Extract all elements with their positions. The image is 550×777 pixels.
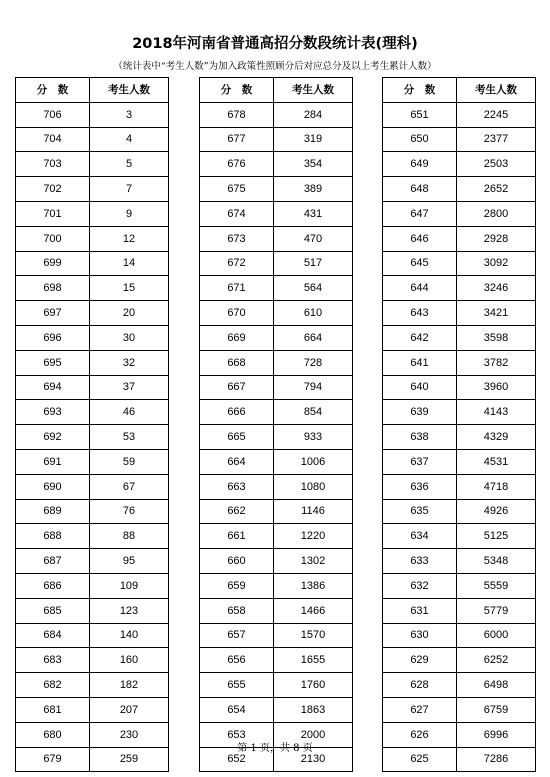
score-cell: 677 bbox=[200, 127, 274, 152]
score-cell: 691 bbox=[16, 449, 90, 474]
count-cell: 3421 bbox=[457, 301, 536, 326]
count-cell: 2800 bbox=[457, 201, 536, 226]
table-row bbox=[200, 177, 353, 202]
count-cell: 2928 bbox=[457, 226, 536, 251]
table-row bbox=[16, 350, 169, 375]
count-cell: 389 bbox=[274, 177, 353, 202]
count-cell: 6000 bbox=[457, 623, 536, 648]
count-cell: 4329 bbox=[457, 425, 536, 450]
count-cell: 1386 bbox=[274, 573, 353, 598]
score-cell: 658 bbox=[200, 598, 274, 623]
table-row bbox=[16, 251, 169, 276]
table-row bbox=[16, 499, 169, 524]
score-cell: 634 bbox=[383, 524, 457, 549]
table-row bbox=[383, 499, 536, 524]
score-cell: 668 bbox=[200, 350, 274, 375]
score-cell: 637 bbox=[383, 449, 457, 474]
table-row bbox=[16, 549, 169, 574]
count-cell: 5125 bbox=[457, 524, 536, 549]
count-cell: 4926 bbox=[457, 499, 536, 524]
score-cell: 702 bbox=[16, 177, 90, 202]
score-cell: 653 bbox=[200, 722, 274, 747]
count-cell: 37 bbox=[90, 375, 169, 400]
score-cell: 675 bbox=[200, 177, 274, 202]
table-row bbox=[200, 301, 353, 326]
count-cell: 1466 bbox=[274, 598, 353, 623]
score-cell: 678 bbox=[200, 102, 274, 127]
table-row bbox=[16, 697, 169, 722]
table-header-row bbox=[200, 78, 353, 103]
score-cell: 659 bbox=[200, 573, 274, 598]
table-row bbox=[16, 673, 169, 698]
score-cell: 682 bbox=[16, 673, 90, 698]
table-row bbox=[383, 449, 536, 474]
count-cell: 123 bbox=[90, 598, 169, 623]
count-cell: 1146 bbox=[274, 499, 353, 524]
score-cell: 700 bbox=[16, 226, 90, 251]
count-cell: 319 bbox=[274, 127, 353, 152]
score-cell: 640 bbox=[383, 375, 457, 400]
count-cell: 3598 bbox=[457, 325, 536, 350]
count-cell: 182 bbox=[90, 673, 169, 698]
page-title: 2018年河南省普通高招分数段统计表(理科) bbox=[132, 36, 418, 52]
score-cell: 672 bbox=[200, 251, 274, 276]
count-cell: 20 bbox=[90, 301, 169, 326]
count-cell: 4143 bbox=[457, 400, 536, 425]
score-cell: 662 bbox=[200, 499, 274, 524]
table-row bbox=[383, 623, 536, 648]
score-cell: 688 bbox=[16, 524, 90, 549]
count-cell: 88 bbox=[90, 524, 169, 549]
count-cell: 76 bbox=[90, 499, 169, 524]
score-table-column-1 bbox=[15, 77, 169, 772]
score-cell: 652 bbox=[200, 747, 274, 772]
count-cell: 2130 bbox=[274, 747, 353, 772]
count-cell: 284 bbox=[274, 102, 353, 127]
score-cell: 627 bbox=[383, 697, 457, 722]
table-row bbox=[383, 350, 536, 375]
score-cell: 695 bbox=[16, 350, 90, 375]
count-cell: 9 bbox=[90, 201, 169, 226]
score-cell: 654 bbox=[200, 697, 274, 722]
score-cell: 629 bbox=[383, 648, 457, 673]
score-cell: 694 bbox=[16, 375, 90, 400]
table-row bbox=[200, 152, 353, 177]
score-cell: 661 bbox=[200, 524, 274, 549]
table-header-row bbox=[16, 78, 169, 103]
table-row bbox=[16, 201, 169, 226]
score-cell: 696 bbox=[16, 325, 90, 350]
table-row bbox=[16, 102, 169, 127]
table-row bbox=[200, 226, 353, 251]
score-cell: 698 bbox=[16, 276, 90, 301]
table-row bbox=[200, 499, 353, 524]
table-row bbox=[16, 598, 169, 623]
score-cell: 681 bbox=[16, 697, 90, 722]
count-cell: 207 bbox=[90, 697, 169, 722]
table-row bbox=[16, 425, 169, 450]
score-cell: 692 bbox=[16, 425, 90, 450]
header-score: 分 数 bbox=[16, 78, 90, 103]
count-cell: 5559 bbox=[457, 573, 536, 598]
table-row bbox=[16, 301, 169, 326]
table-row bbox=[383, 251, 536, 276]
count-cell: 140 bbox=[90, 623, 169, 648]
score-cell: 706 bbox=[16, 102, 90, 127]
table-row bbox=[383, 598, 536, 623]
score-cell: 683 bbox=[16, 648, 90, 673]
score-cell: 647 bbox=[383, 201, 457, 226]
count-cell: 2377 bbox=[457, 127, 536, 152]
count-cell: 109 bbox=[90, 573, 169, 598]
table-row bbox=[200, 276, 353, 301]
table-row bbox=[200, 425, 353, 450]
table-row bbox=[16, 325, 169, 350]
table-row bbox=[383, 425, 536, 450]
count-cell: 1302 bbox=[274, 549, 353, 574]
score-cell: 651 bbox=[383, 102, 457, 127]
count-cell: 1655 bbox=[274, 648, 353, 673]
count-cell: 6996 bbox=[457, 722, 536, 747]
score-cell: 673 bbox=[200, 226, 274, 251]
table-row bbox=[383, 549, 536, 574]
count-cell: 259 bbox=[90, 747, 169, 772]
score-cell: 685 bbox=[16, 598, 90, 623]
score-cell: 630 bbox=[383, 623, 457, 648]
score-cell: 643 bbox=[383, 301, 457, 326]
table-row bbox=[383, 226, 536, 251]
count-cell: 854 bbox=[274, 400, 353, 425]
table-row bbox=[16, 127, 169, 152]
score-cell: 649 bbox=[383, 152, 457, 177]
count-cell: 6252 bbox=[457, 648, 536, 673]
count-cell: 230 bbox=[90, 722, 169, 747]
table-note: （统计表中“考生人数”为加入政策性照顾分后对应总分及以上考生累计人数） bbox=[113, 61, 437, 72]
table-row bbox=[200, 251, 353, 276]
count-cell: 1863 bbox=[274, 697, 353, 722]
count-cell: 14 bbox=[90, 251, 169, 276]
table-row bbox=[200, 400, 353, 425]
table-row bbox=[383, 375, 536, 400]
score-cell: 642 bbox=[383, 325, 457, 350]
table-row bbox=[383, 177, 536, 202]
score-cell: 701 bbox=[16, 201, 90, 226]
score-cell: 641 bbox=[383, 350, 457, 375]
score-cell: 666 bbox=[200, 400, 274, 425]
table-row bbox=[200, 474, 353, 499]
count-cell: 15 bbox=[90, 276, 169, 301]
count-cell: 7286 bbox=[457, 747, 536, 772]
table-row bbox=[200, 102, 353, 127]
score-cell: 639 bbox=[383, 400, 457, 425]
count-cell: 3092 bbox=[457, 251, 536, 276]
table-row bbox=[200, 524, 353, 549]
score-cell: 631 bbox=[383, 598, 457, 623]
score-cell: 671 bbox=[200, 276, 274, 301]
count-cell: 431 bbox=[274, 201, 353, 226]
count-cell: 5 bbox=[90, 152, 169, 177]
count-cell: 1006 bbox=[274, 449, 353, 474]
count-cell: 4718 bbox=[457, 474, 536, 499]
table-row bbox=[383, 697, 536, 722]
count-cell: 3960 bbox=[457, 375, 536, 400]
table-row bbox=[16, 276, 169, 301]
score-cell: 686 bbox=[16, 573, 90, 598]
count-cell: 3246 bbox=[457, 276, 536, 301]
score-table-column-2 bbox=[199, 77, 353, 772]
table-row bbox=[383, 127, 536, 152]
table-row bbox=[200, 648, 353, 673]
score-cell: 657 bbox=[200, 623, 274, 648]
count-cell: 46 bbox=[90, 400, 169, 425]
table-row bbox=[16, 573, 169, 598]
score-cell: 693 bbox=[16, 400, 90, 425]
score-cell: 656 bbox=[200, 648, 274, 673]
table-row bbox=[200, 325, 353, 350]
table-row bbox=[200, 573, 353, 598]
score-table-column-3 bbox=[382, 77, 536, 772]
count-cell: 6498 bbox=[457, 673, 536, 698]
count-cell: 728 bbox=[274, 350, 353, 375]
score-cell: 674 bbox=[200, 201, 274, 226]
table-row bbox=[383, 524, 536, 549]
count-cell: 354 bbox=[274, 152, 353, 177]
table-row bbox=[383, 474, 536, 499]
table-row bbox=[200, 350, 353, 375]
score-cell: 625 bbox=[383, 747, 457, 772]
table-row bbox=[16, 524, 169, 549]
score-cell: 697 bbox=[16, 301, 90, 326]
count-cell: 3 bbox=[90, 102, 169, 127]
count-cell: 5348 bbox=[457, 549, 536, 574]
table-row bbox=[383, 102, 536, 127]
table-row bbox=[16, 474, 169, 499]
table-header-row bbox=[383, 78, 536, 103]
score-cell: 664 bbox=[200, 449, 274, 474]
count-cell: 933 bbox=[274, 425, 353, 450]
score-cell: 665 bbox=[200, 425, 274, 450]
table-row bbox=[16, 449, 169, 474]
header-count: 考生人数 bbox=[90, 78, 169, 103]
table-row bbox=[16, 226, 169, 251]
score-cell: 670 bbox=[200, 301, 274, 326]
table-row bbox=[200, 449, 353, 474]
table-row bbox=[200, 549, 353, 574]
score-cell: 645 bbox=[383, 251, 457, 276]
table-row bbox=[383, 276, 536, 301]
score-cell: 644 bbox=[383, 276, 457, 301]
score-cell: 650 bbox=[383, 127, 457, 152]
count-cell: 67 bbox=[90, 474, 169, 499]
score-cell: 687 bbox=[16, 549, 90, 574]
count-cell: 5779 bbox=[457, 598, 536, 623]
table-row bbox=[16, 400, 169, 425]
score-cell: 679 bbox=[16, 747, 90, 772]
table-row bbox=[16, 375, 169, 400]
count-cell: 1080 bbox=[274, 474, 353, 499]
count-cell: 6759 bbox=[457, 697, 536, 722]
count-cell: 2245 bbox=[457, 102, 536, 127]
count-cell: 564 bbox=[274, 276, 353, 301]
table-row bbox=[383, 573, 536, 598]
count-cell: 610 bbox=[274, 301, 353, 326]
score-cell: 626 bbox=[383, 722, 457, 747]
score-cell: 628 bbox=[383, 673, 457, 698]
count-cell: 160 bbox=[90, 648, 169, 673]
score-cell: 660 bbox=[200, 549, 274, 574]
count-cell: 2503 bbox=[457, 152, 536, 177]
table-row bbox=[383, 201, 536, 226]
score-cell: 689 bbox=[16, 499, 90, 524]
score-cell: 667 bbox=[200, 375, 274, 400]
header-count: 考生人数 bbox=[457, 78, 536, 103]
score-cell: 680 bbox=[16, 722, 90, 747]
count-cell: 53 bbox=[90, 425, 169, 450]
score-cell: 646 bbox=[383, 226, 457, 251]
header-score: 分 数 bbox=[200, 78, 274, 103]
count-cell: 4 bbox=[90, 127, 169, 152]
score-cell: 690 bbox=[16, 474, 90, 499]
score-cell: 632 bbox=[383, 573, 457, 598]
table-row bbox=[383, 301, 536, 326]
score-cell: 663 bbox=[200, 474, 274, 499]
count-cell: 7 bbox=[90, 177, 169, 202]
count-cell: 1760 bbox=[274, 673, 353, 698]
count-cell: 3782 bbox=[457, 350, 536, 375]
count-cell: 517 bbox=[274, 251, 353, 276]
count-cell: 664 bbox=[274, 325, 353, 350]
count-cell: 4531 bbox=[457, 449, 536, 474]
table-row bbox=[383, 673, 536, 698]
score-cell: 699 bbox=[16, 251, 90, 276]
score-cell: 703 bbox=[16, 152, 90, 177]
table-row bbox=[383, 400, 536, 425]
table-row bbox=[383, 648, 536, 673]
table-row bbox=[16, 623, 169, 648]
score-cell: 636 bbox=[383, 474, 457, 499]
table-row bbox=[200, 598, 353, 623]
table-row bbox=[16, 152, 169, 177]
count-cell: 12 bbox=[90, 226, 169, 251]
table-row bbox=[383, 152, 536, 177]
table-row bbox=[200, 201, 353, 226]
count-cell: 470 bbox=[274, 226, 353, 251]
score-cell: 633 bbox=[383, 549, 457, 574]
score-cell: 635 bbox=[383, 499, 457, 524]
count-cell: 2652 bbox=[457, 177, 536, 202]
table-row bbox=[200, 623, 353, 648]
table-row bbox=[200, 127, 353, 152]
count-cell: 95 bbox=[90, 549, 169, 574]
score-cell: 704 bbox=[16, 127, 90, 152]
score-cell: 648 bbox=[383, 177, 457, 202]
count-cell: 794 bbox=[274, 375, 353, 400]
count-cell: 2000 bbox=[274, 722, 353, 747]
table-row bbox=[16, 648, 169, 673]
score-cell: 669 bbox=[200, 325, 274, 350]
score-cell: 676 bbox=[200, 152, 274, 177]
count-cell: 32 bbox=[90, 350, 169, 375]
table-row bbox=[200, 697, 353, 722]
count-cell: 30 bbox=[90, 325, 169, 350]
score-cell: 684 bbox=[16, 623, 90, 648]
header-count: 考生人数 bbox=[274, 78, 353, 103]
table-row bbox=[16, 177, 169, 202]
count-cell: 1220 bbox=[274, 524, 353, 549]
table-row bbox=[200, 375, 353, 400]
count-cell: 59 bbox=[90, 449, 169, 474]
score-cell: 655 bbox=[200, 673, 274, 698]
page-footer: 第 1 页，共 8 页 bbox=[237, 743, 313, 754]
table-row bbox=[200, 673, 353, 698]
score-cell: 638 bbox=[383, 425, 457, 450]
table-row bbox=[383, 325, 536, 350]
count-cell: 1570 bbox=[274, 623, 353, 648]
header-score: 分 数 bbox=[383, 78, 457, 103]
